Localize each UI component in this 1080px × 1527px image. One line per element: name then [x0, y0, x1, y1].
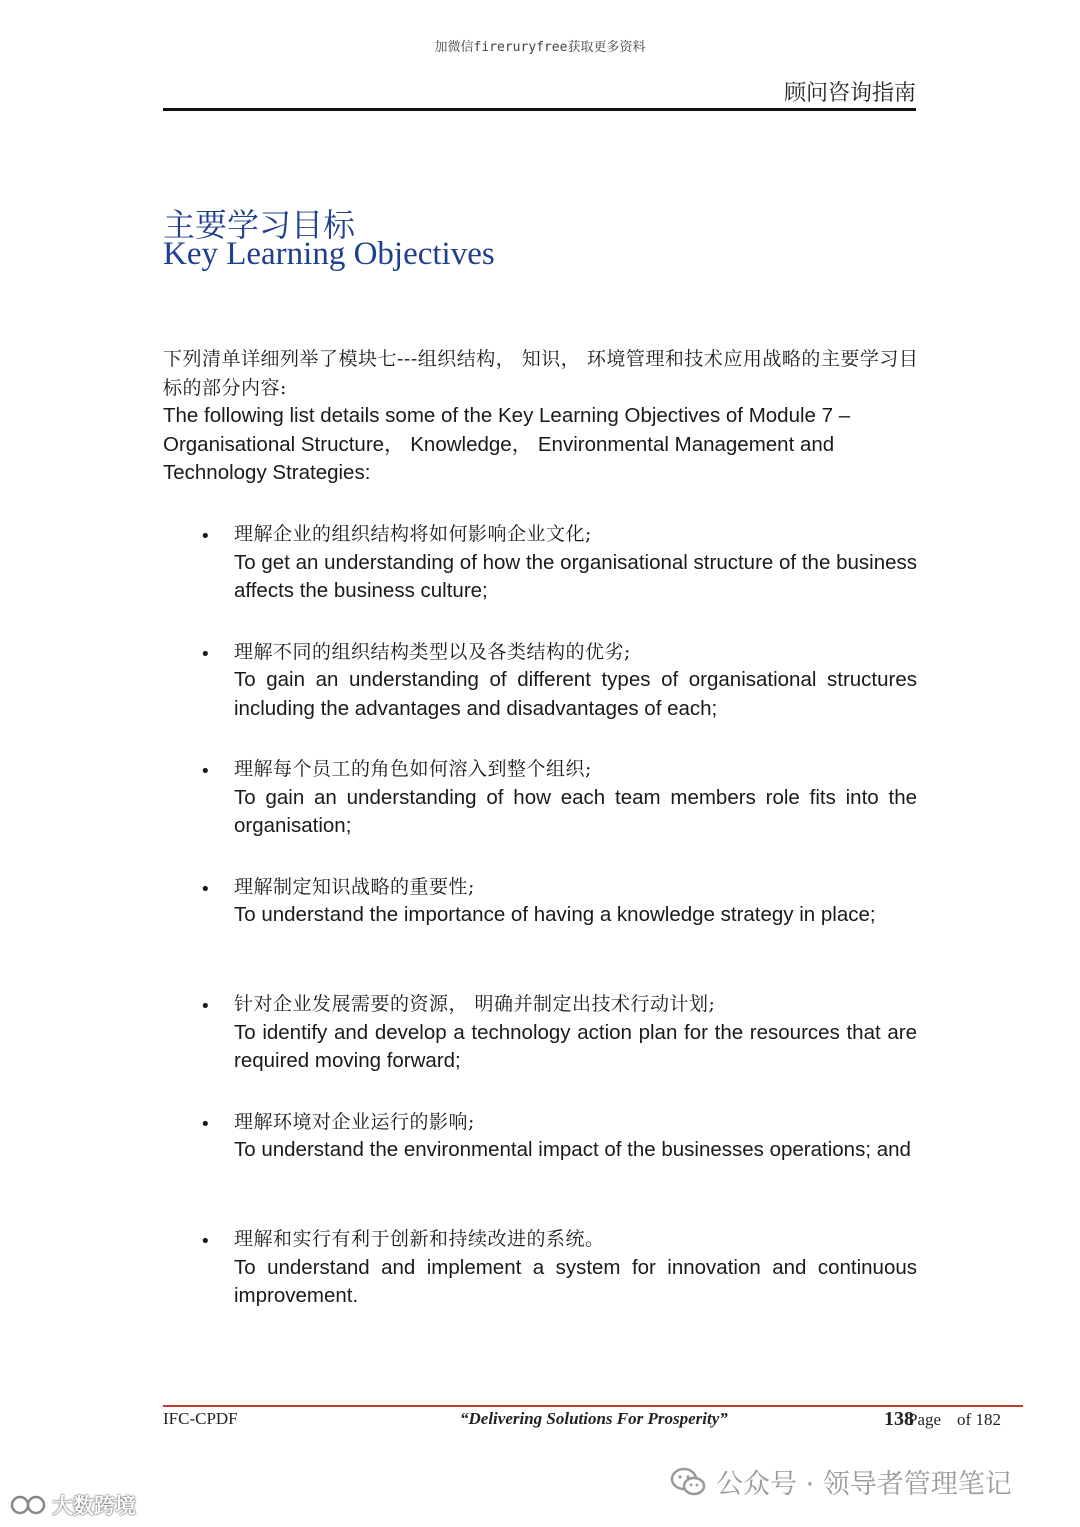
objective-text-english: To understand the importance of having a knowledge strategy in place; [234, 903, 876, 926]
objective-text-english: To gain an understanding of different types of organisational structures including the advantages and disadvantages of each; [234, 668, 917, 720]
top-watermark-text: 加微信fireruryfree获取更多资料 [434, 40, 646, 55]
corner-watermark-text: 大数跨境 [52, 1494, 136, 1518]
objective-item [200, 990, 917, 1108]
objective-text-english: To understand the environmental impact of the businesses operations; and [234, 1138, 911, 1161]
wechat-watermark [670, 1462, 1012, 1501]
objective-text-chinese: 理解每个员工的角色如何溶入到整个组织; [234, 758, 592, 780]
bullet-icon: • [200, 643, 211, 665]
footer-org-code: IFC-CPDF [163, 1409, 238, 1428]
objective-text-english: To gain an understanding of how each team members role fits into the organisation; [234, 785, 917, 837]
brand-logo-icon [10, 1492, 48, 1518]
bullet-icon: • [200, 761, 211, 782]
footer-page-info [884, 1408, 1001, 1431]
bullet-icon: • [200, 1231, 211, 1252]
footer-divider [163, 1405, 1023, 1407]
objective-text-english: To understand and implement a system for innovation and continuous improvement. [234, 1255, 917, 1307]
objective-item [200, 873, 917, 991]
corner-watermark [10, 1490, 136, 1520]
bullet-icon: • [200, 996, 211, 1017]
bullet-icon: • [200, 878, 211, 900]
objective-item [200, 638, 917, 756]
objective-item [200, 520, 917, 638]
objective-item [200, 1225, 917, 1343]
bullet-icon: • [200, 526, 211, 547]
header-divider [163, 108, 916, 111]
intro-paragraph [163, 345, 919, 488]
section-title-chinese: 主要学习目标 [163, 206, 356, 244]
objective-text-chinese: 理解制定知识战略的重要性; [234, 875, 475, 898]
intro-text-chinese: 下列清单详细列举了模块七---组织结构， 知识， 环境管理和技术应用战略的主要学习目标的部分内容: [163, 348, 919, 399]
objective-item [200, 755, 917, 873]
bullet-icon: • [200, 1113, 211, 1135]
objective-text-chinese: 理解环境对企业运行的影响; [234, 1110, 475, 1133]
objective-text-english: To identify and develop a technology action plan for the resources that are required moving forward; [234, 1020, 917, 1072]
footer-slogan: “Delivering Solutions For Prosperity” [460, 1409, 728, 1428]
intro-text-english: The following list details some of the Key Learning Objectives of Module 7 – Organisational Structure， Knowledge， Environmental Management and Technology Strategies: [163, 404, 851, 484]
wechat-watermark-text: 公众号 · 领导者管理笔记 [716, 1469, 1012, 1500]
header-title: 顾问咨询指南 [783, 81, 916, 106]
section-title-english: Key Learning Objectives [163, 236, 495, 272]
objective-text-english: To get an understanding of how the organisational structure of the business affects the business culture; [234, 550, 917, 602]
objective-item [200, 1108, 917, 1226]
objective-text-chinese: 理解企业的组织结构将如何影响企业文化; [234, 523, 592, 545]
page-label: Page [908, 1410, 942, 1429]
wechat-icon [670, 1467, 706, 1497]
objective-text-chinese: 理解和实行有利于创新和持续改进的系统。 [234, 1228, 605, 1250]
objectives-list [200, 520, 917, 1343]
objective-text-chinese: 针对企业发展需要的资源， 明确并制定出技术行动计划; [234, 993, 716, 1015]
page-number: 138 [884, 1408, 914, 1430]
page-total: of 182 [957, 1410, 1001, 1429]
objective-text-chinese: 理解不同的组织结构类型以及各类结构的优劣; [234, 640, 631, 663]
